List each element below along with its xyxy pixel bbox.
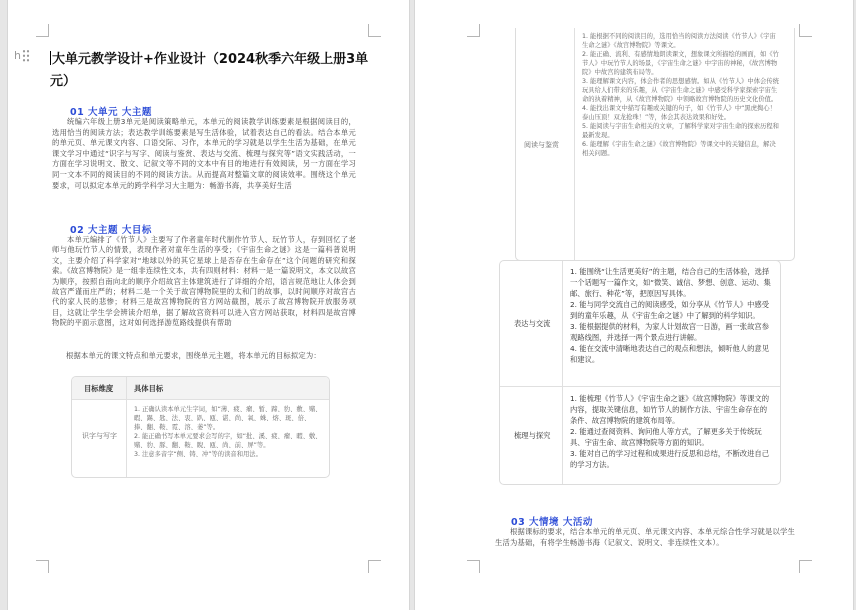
crop-mark — [467, 560, 480, 573]
goal-item: 3. 能理解课文内容，体会作者的思想感情。如从《竹节人》中体会传统玩具给人们带来的乐趣，从《宇宙生命之谜》中感受科学家探索宇宙生命的执着精神，从《故宫博物院》中领略故宫博物院的历史文化价值。 — [582, 78, 779, 103]
goal-item: 3. 能对自己的学习过程和成果进行反思和总结，不断改进自己的学习方法。 — [570, 449, 769, 469]
table-column-divider — [562, 261, 563, 484]
goal-item: 3. 注意多音字“侧、铸、冲”等的读音和用法。 — [134, 451, 262, 458]
table-row-divider — [500, 386, 780, 387]
goal-item: 2. 能与同学交流自己的阅读感受，如分享从《竹节人》中感受到的童年乐趣，从《宇宙生命之谜》中了解到的科学知识。 — [570, 300, 769, 320]
section-paragraph-1: 统编六年级上册3单元是阅读策略单元，本单元的阅读教学训练要素是根据阅读目的，选用恰当的阅读方法；表达教学训练要素是写生活体验，试着表达自己的看法。结合本单元的单元页、单元课文内容、口语交际、习作，本单元的学习就是以学生生活为基础，在单元课文学习中通过“识字与写字、阅读与鉴赏、表达与交流、梳理与探究等”语文实践活动，一方面在学习说明文、散文、记叙文等不同的文本中有目的地进行有效阅读，另一方面在学习同一文本不同的阅读目的不同的阅读方法。从而提高对整篇文章的阅读效率。围绕这个单元要求，可以拟定本单元的跨学科学习大主题为：畅游书海，共享美好生活 — [52, 117, 356, 190]
table-cell-dimension: 识字与写字 — [82, 432, 117, 440]
crop-mark — [467, 24, 480, 37]
table-cell-dimension: 表达与交流 — [514, 319, 551, 328]
document-title[interactable]: 大单元教学设计+作业设计（2024秋季六年级上册3单元） — [50, 52, 369, 89]
goal-item: 2. 能正确书写本单元要求会写的字，如“批、溪、疲、瘤、暇、敷、赌、豹、豚、翻、鞍、睨、瓯、尚、前、屏”等。 — [134, 433, 322, 449]
document-page-left — [8, 0, 409, 610]
table-cell-dimension: 梳理与探究 — [514, 431, 551, 440]
goals-table-continued — [515, 28, 795, 261]
table-column-divider — [574, 28, 575, 260]
crop-mark — [368, 24, 381, 37]
goal-item: 2. 能通过查阅资料、询问他人等方式，了解更多关于传统玩具、宇宙生命、故宫博物院等方面的知识。 — [570, 427, 762, 447]
section-heading-3: 03 大情境 大活动 — [511, 517, 593, 528]
table-cell-goals — [134, 405, 322, 459]
goal-item: 4. 能找出课文中描写有趣或关键的句子，如《竹节人》中“黑虎掏心！泰山压顶！双龙抢珠！”等，体会其表达效果和好处。 — [582, 105, 776, 121]
table-cell-dimension: 阅读与鉴赏 — [524, 141, 559, 149]
table-column-divider — [126, 377, 127, 477]
table-header-goals: 具体目标 — [134, 384, 164, 393]
table-header-row — [72, 377, 329, 400]
block-drag-handle[interactable] — [14, 49, 30, 63]
goal-item: 6. 能理解《宇宙生命之谜》《故宫博物院》等课文中的关键信息，解决相关问题。 — [582, 141, 776, 157]
table-cell-goals — [570, 393, 774, 470]
text-cursor — [50, 51, 51, 65]
section-heading-2: 02 大主题 大目标 — [70, 225, 152, 236]
section-heading-1: 01 大单元 大主题 — [70, 107, 152, 118]
crop-mark — [799, 24, 812, 37]
goal-item: 1. 能根据不同的阅读目的，选用恰当的阅读方法阅读《竹节人》《宇宙生命之谜》《故宫博物院》等课文。 — [582, 33, 776, 49]
goals-table — [71, 376, 330, 478]
document-page-right — [415, 0, 853, 610]
table-cell-goals — [570, 266, 774, 365]
goal-item: 4. 能在交流中清晰地表达自己的观点和想法，倾听他人的意见和建议。 — [570, 344, 769, 364]
section-lead-sentence: 根据本单元的课文特点和单元要求，围绕单元主题，将本单元的目标拟定为： — [66, 351, 321, 360]
table-cell-goals — [582, 32, 782, 158]
drag-grip-icon[interactable] — [22, 49, 30, 63]
crop-mark — [368, 560, 381, 573]
heading-marker: h — [14, 49, 22, 62]
goals-table-expression — [499, 260, 781, 485]
section-paragraph-3: 根据课标的要求，结合本单元的单元页、单元课文内容、本单元综合性学习就是以学生生活为基础，有将学生畅游书海（记叙文、说明文、非连续性文本）。 — [495, 527, 795, 547]
goal-item: 3. 能根据提供的材料，为家人计划故宫一日游，画一张故宫参观路线图，并选择一两个景点进行讲解。 — [570, 322, 769, 342]
goal-item: 1. 能围绕“让生活更美好”的主题，结合自己的生活体验，选择一个话题写一篇作文，如“微笑、诚信、梦想、创意、运动、集邮、旅行、种花”等，把原因写具体。 — [570, 267, 771, 298]
crop-mark — [799, 560, 812, 573]
goal-item: 1. 正确认读本单元生字词，如“薄、疲、瘤、暂、蹄、豹、敷、赌、暇、踢、匙、法、衷、趴、瓯、谌、尚、氧、蛛、熔、斑、倍、捧、翻、鞍、霓、溶、萎”等。 — [134, 406, 322, 431]
table-header-dimension: 目标维度 — [84, 384, 114, 393]
goal-item: 1. 能梳理《竹节人》《宇宙生命之谜》《故宫博物院》等课文的内容，提取关键信息，如竹节人的制作方法、宇宙生命存在的条件、故宫博物院的建筑布局等。 — [570, 394, 769, 425]
crop-mark — [36, 560, 49, 573]
section-paragraph-2: 本单元编排了《竹节人》主要写了作者童年时代制作竹节人、玩竹节人，存到回忆了老师与他玩竹节人的情景，表现作者对童年生活的享受；《宇宙生命之谜》这是一篇科普说明文，主要介绍了科学家对“地球以外的其它星球上是否存在生命存在”这个问题的研究和探索。《故宫博物院》是一组非连续性文本，共有四则材料：材料一是一篇说明文，本文以故宫为顺序，按照自南向北的顺序介绍故宫主体建筑进行了详细的介绍，语言规范地让人体会到故宫严谨而庄严的；材料二是一个关于故宫博物院里的太和门的故事，以时间顺序对故宫古代的家人民的悲惨；材料三是故宫博物院的官方网站截图，展示了故宫博物院开放服务项目，这就让学生学会辨读介绍单，据了解故宫资料可以进入官方网站获取，材料四是故宫博物院的平面示意图，这对如何选择游览路线提供有帮助 — [52, 235, 356, 328]
goal-item: 2. 能正确、流利、有感情地朗读课文，想象课文所描绘的画面，如《竹节人》中玩竹节人的场景，《宇宙生命之谜》中宇宙的神秘，《故宫博物院》中故宫的建筑布局等。 — [582, 51, 779, 76]
goal-item: 5. 能阅读与宇宙生命相关的文章，了解科学家对宇宙生命的探索历程和最新发现。 — [582, 123, 779, 139]
crop-mark — [36, 24, 49, 37]
